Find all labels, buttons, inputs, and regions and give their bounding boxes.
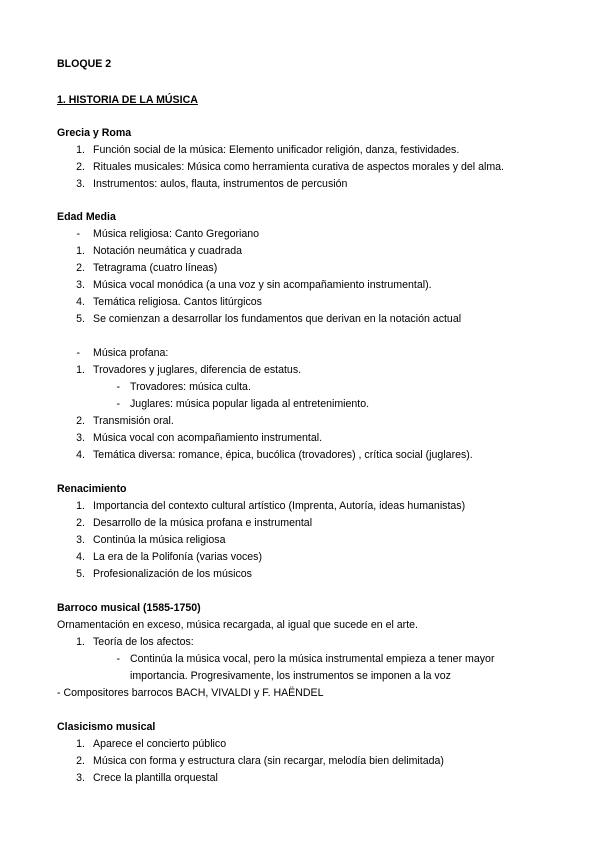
list-marker: - [76,347,80,359]
list-item: Profesionalización de los músicos [93,568,252,580]
list-item: Aparece el concierto público [93,738,227,750]
list-marker: 4. [76,551,85,563]
list-marker: 1. [76,636,85,648]
list-item-continuation: importancia. Progresivamente, los instrumentos se imponen a la voz [130,670,451,682]
heading-grecia-roma: Grecia y Roma [57,127,132,139]
barroco-composers: - Compositores barrocos BACH, VIVALDI y F. HAËNDEL [57,687,324,699]
list-marker: 4. [76,449,85,461]
list-item: Notación neumática y cuadrada [93,245,242,257]
list-item: Música profana: [93,347,169,359]
list-item: Música religiosa: Canto Gregoriano [93,228,260,240]
list-item: Continúa la música vocal, pero la música instrumental empieza a tener mayor [130,653,495,665]
block-label: BLOQUE 2 [57,58,112,70]
list-marker: - [76,228,80,240]
list-item: Función social de la música: Elemento unificador religión, danza, festividades. [93,144,460,156]
list-marker: 2. [76,517,85,529]
list-item: Rituales musicales: Música como herramienta curativa de aspectos morales y del alma. [93,161,504,173]
list-marker: 1. [76,144,85,156]
list-item: Música con forma y estructura clara (sin recargar, melodía bien delimitada) [93,755,444,767]
list-marker: 1. [76,500,85,512]
list-item: Trovadores: música culta. [130,381,251,393]
list-item: Tetragrama (cuatro líneas) [93,262,218,274]
list-marker: 2. [76,262,85,274]
list-marker: 1. [76,364,85,376]
list-marker: 3. [76,534,85,546]
list-marker: 2. [76,755,85,767]
list-item: Temática diversa: romance, épica, bucólica (trovadores) , crítica social (juglares). [93,449,473,461]
list-item: Desarrollo de la música profana e instrumental [93,517,313,529]
list-marker: 2. [76,161,85,173]
list-item: Crece la plantilla orquestal [93,772,218,784]
list-item: La era de la Polifonía (varias voces) [93,551,262,563]
section-title: 1. HISTORIA DE LA MÚSICA [57,94,198,106]
list-marker: 5. [76,313,85,325]
barroco-intro: Ornamentación en exceso, música recargada, al igual que sucede en el arte. [57,619,418,631]
list-marker: 2. [76,415,85,427]
list-marker: 4. [76,296,85,308]
list-item: Transmisión oral. [93,415,174,427]
heading-renacimiento: Renacimiento [57,483,127,495]
heading-clasicismo: Clasicismo musical [57,721,156,733]
list-marker: 3. [76,432,85,444]
heading-edad-media: Edad Media [57,211,116,223]
list-marker: - [116,653,120,665]
list-marker: - [116,398,120,410]
list-marker: 5. [76,568,85,580]
list-marker: 3. [76,178,85,190]
list-marker: 3. [76,279,85,291]
list-marker: 1. [76,245,85,257]
list-item: Se comienzan a desarrollar los fundamentos que derivan en la notación actual [93,313,462,325]
heading-barroco: Barroco musical (1585-1750) [57,602,201,614]
list-item: Continúa la música religiosa [93,534,226,546]
list-marker: 1. [76,738,85,750]
list-item: Trovadores y juglares, diferencia de estatus. [93,364,302,376]
list-marker: - [116,381,120,393]
list-item: Música vocal con acompañamiento instrumental. [93,432,323,444]
list-item: Juglares: música popular ligada al entretenimiento. [130,398,370,410]
list-item: Teoría de los afectos: [93,636,194,648]
list-item: Instrumentos: aulos, flauta, instrumentos de percusión [93,178,348,190]
list-item: Música vocal monódica (a una voz y sin acompañamiento instrumental). [93,279,432,291]
list-marker: 3. [76,772,85,784]
list-item: Temática religiosa. Cantos litúrgicos [93,296,262,308]
list-item: Importancia del contexto cultural artístico (Imprenta, Autoría, ideas humanistas) [93,500,466,512]
